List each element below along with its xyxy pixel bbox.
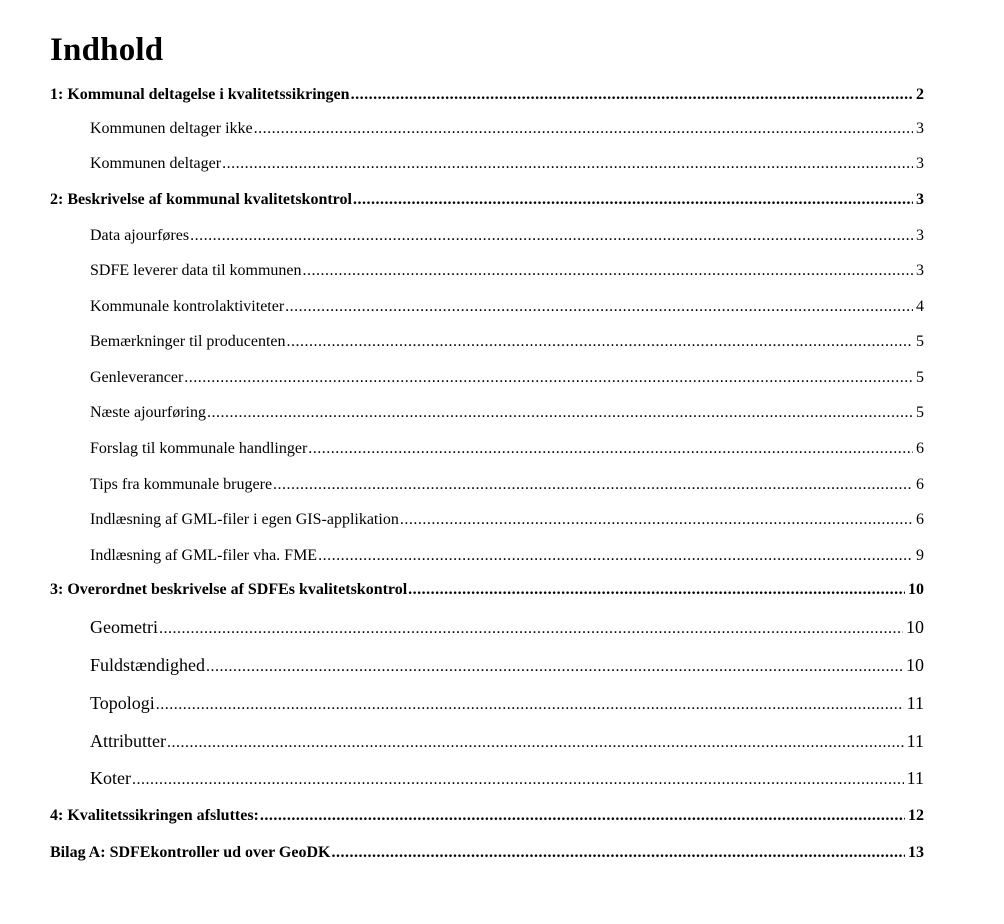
toc-leader-dots <box>132 768 904 792</box>
toc-entry-section-4[interactable] <box>50 804 924 828</box>
toc-entry[interactable] <box>90 401 924 425</box>
toc-leader-dots <box>260 804 905 828</box>
toc-entry-text: Koter <box>90 768 131 788</box>
toc-entry-text: Forslag til kommunale handlinger <box>90 440 308 457</box>
toc-entry-text: Bemærkninger til producenten <box>90 333 286 350</box>
toc-entry[interactable] <box>90 259 924 283</box>
toc-entry-text: Fuldstændighed <box>90 655 206 675</box>
toc-entry-page: 2 <box>916 86 924 103</box>
toc-leader-dots <box>351 83 913 107</box>
toc-entry-page: 4 <box>916 298 924 315</box>
toc-entry[interactable] <box>90 117 924 141</box>
toc-leader-dots <box>156 693 904 717</box>
toc-entry-text: Næste ajourføring <box>90 404 206 421</box>
toc-entry-page: 5 <box>916 333 924 350</box>
toc-entry-page: 5 <box>916 404 924 421</box>
toc-entry-text: Topologi <box>90 693 155 713</box>
toc-entry[interactable] <box>90 152 924 176</box>
toc-leader-dots <box>206 655 903 679</box>
toc-entry-page: 13 <box>908 844 924 861</box>
toc-entry-page: 3 <box>916 227 924 244</box>
toc-entry-text: 2: Beskrivelse af kommunal kvalitetskontrol <box>50 191 352 208</box>
toc-entry[interactable] <box>90 508 924 532</box>
toc-entry-appendix-a[interactable] <box>50 841 924 865</box>
toc-entry-text: Data ajourføres <box>90 227 190 244</box>
toc-entry-page: 5 <box>916 369 924 386</box>
toc-entry-text: Genleverancer <box>90 369 184 386</box>
toc-entry-text: Indlæsning af GML-filer vha. FME <box>90 547 318 564</box>
toc-entry-page: 3 <box>916 120 924 137</box>
toc-entry-page: 10 <box>908 581 924 598</box>
toc-entry-page: 3 <box>916 262 924 279</box>
toc-entry[interactable] <box>90 691 924 715</box>
toc-entry-text: 1: Kommunal deltagelse i kvalitetssikringen <box>50 86 350 103</box>
toc-leader-dots <box>308 437 913 461</box>
toc-entry-text: Attributter <box>90 731 166 751</box>
toc-leader-dots <box>408 578 905 602</box>
toc-leader-dots <box>207 401 913 425</box>
toc-leader-dots <box>222 152 913 176</box>
toc-entry-page: 6 <box>916 476 924 493</box>
toc-leader-dots <box>318 544 913 568</box>
toc-entry-page: 10 <box>906 655 924 675</box>
toc-entry-text: Kommunen deltager <box>90 155 222 172</box>
toc-leader-dots <box>287 330 913 354</box>
toc-leader-dots <box>159 617 903 641</box>
toc-leader-dots <box>285 295 913 319</box>
toc-entry-section-1[interactable] <box>50 83 924 107</box>
toc-entry-text: Geometri <box>90 617 158 637</box>
toc-entry-text: Kommunale kontrolaktiviteter <box>90 298 285 315</box>
toc-entry-text: SDFE leverer data til kommunen <box>90 262 302 279</box>
toc-leader-dots <box>184 366 913 390</box>
toc-entry[interactable] <box>90 295 924 319</box>
toc-entry[interactable] <box>90 615 924 639</box>
toc-entry-text: 4: Kvalitetssikringen afsluttes: <box>50 807 259 824</box>
toc-leader-dots <box>331 841 905 865</box>
toc-entry-page: 3 <box>916 191 924 208</box>
toc-entry[interactable] <box>90 729 924 753</box>
toc-entry-page: 6 <box>916 511 924 528</box>
toc-entry-text: 3: Overordnet beskrivelse af SDFEs kvalitetskontrol <box>50 581 408 598</box>
toc-entry-text: Bilag A: SDFEkontroller ud over GeoDK <box>50 844 331 861</box>
toc-leader-dots <box>190 224 913 248</box>
toc-entry-text: Indlæsning af GML-filer i egen GIS-applikation <box>90 511 399 528</box>
toc-entry[interactable] <box>90 330 924 354</box>
toc-entry-page: 10 <box>906 617 924 637</box>
toc-entry-text: Kommunen deltager ikke <box>90 120 253 137</box>
toc-entry-section-3[interactable] <box>50 578 924 602</box>
toc-entry-text: Tips fra kommunale brugere <box>90 476 273 493</box>
toc-leader-dots <box>254 117 913 141</box>
toc-entry-page: 3 <box>916 155 924 172</box>
toc-entry[interactable] <box>90 224 924 248</box>
toc-entry-page: 11 <box>906 731 924 751</box>
toc-leader-dots <box>400 508 913 532</box>
toc-leader-dots <box>273 473 913 497</box>
toc-entry[interactable] <box>90 653 924 677</box>
toc-title: Indhold <box>50 32 164 68</box>
toc-entry[interactable] <box>90 437 924 461</box>
toc-leader-dots <box>353 188 913 212</box>
toc-entry-page: 11 <box>906 693 924 713</box>
toc-entry-section-2[interactable] <box>50 188 924 212</box>
toc-entry-page: 6 <box>916 440 924 457</box>
toc-entry[interactable] <box>90 366 924 390</box>
toc-entry-page: 12 <box>908 807 924 824</box>
toc-entry[interactable] <box>90 766 924 790</box>
toc-entry-page: 9 <box>916 547 924 564</box>
toc-entry[interactable] <box>90 544 924 568</box>
toc-entry[interactable] <box>90 473 924 497</box>
toc-leader-dots <box>167 731 904 755</box>
toc-leader-dots <box>303 259 913 283</box>
toc-entry-page: 11 <box>906 768 924 788</box>
